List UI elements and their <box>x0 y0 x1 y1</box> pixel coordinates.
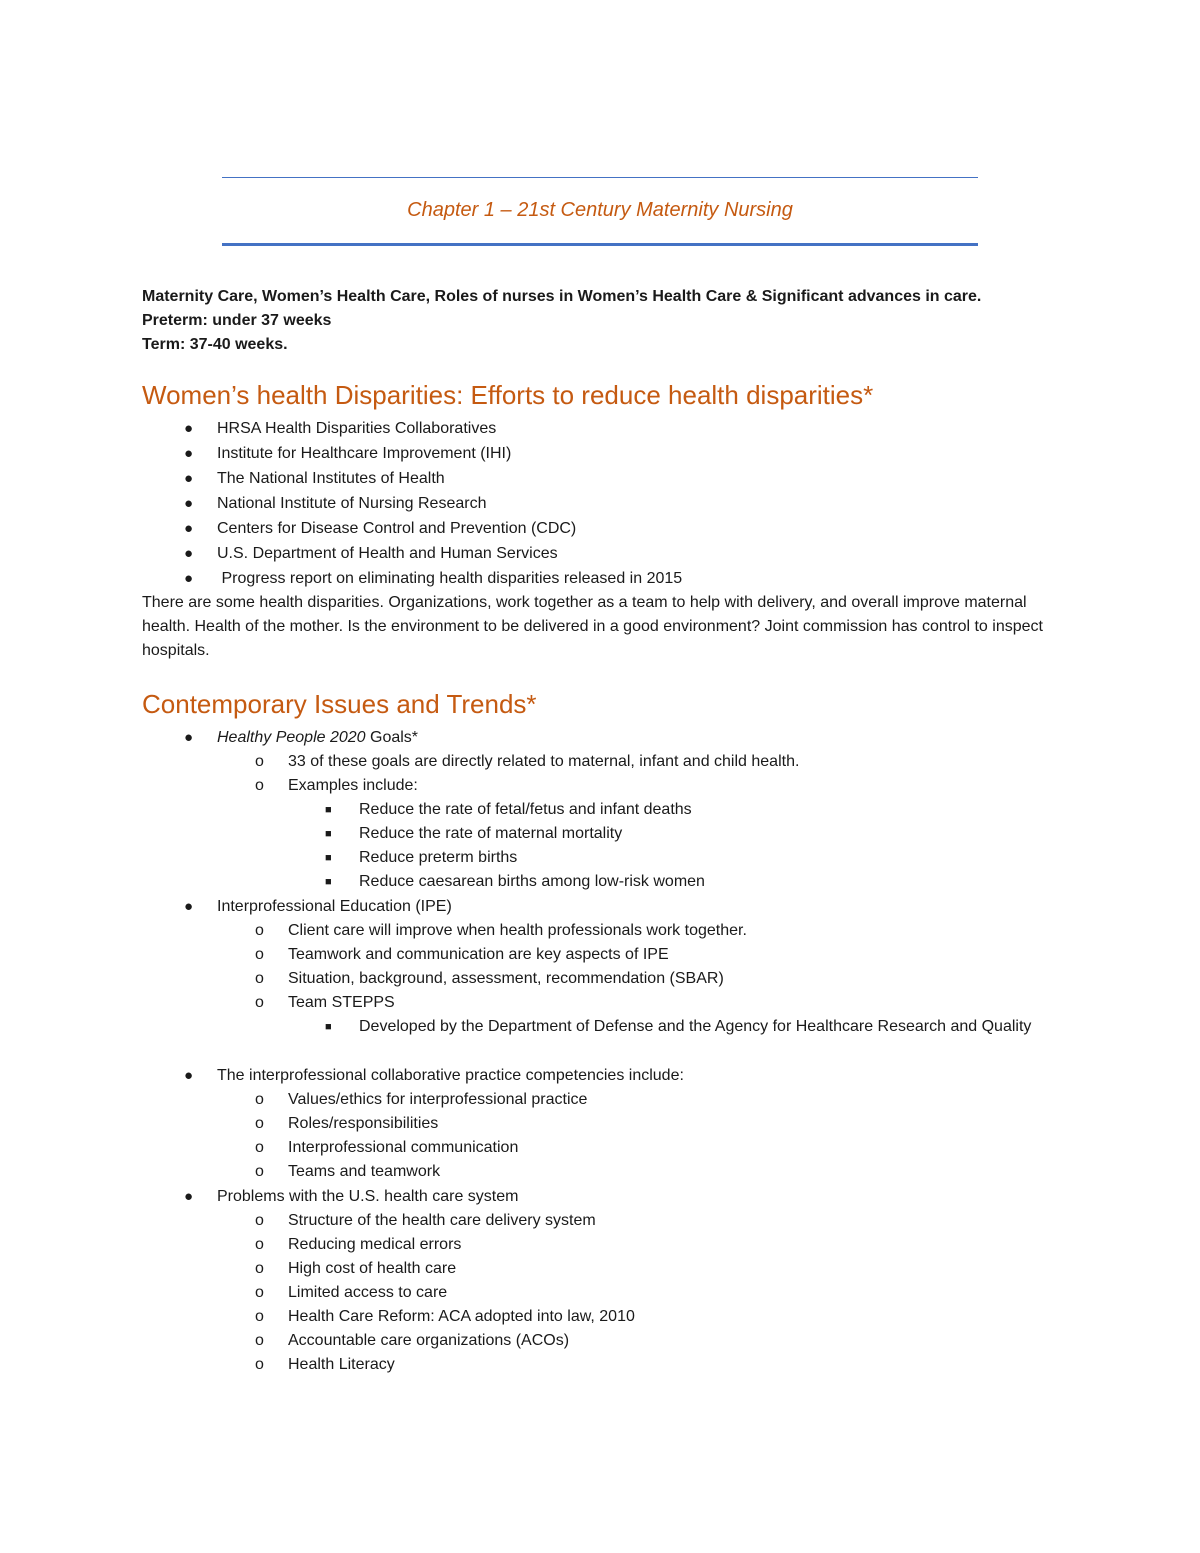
chapter-title: Chapter 1 – 21st Century Maternity Nursing <box>407 199 793 221</box>
header-top-rule <box>222 177 978 178</box>
circle-bullet-icon: o <box>255 1115 264 1132</box>
list-item: o Situation, background, assessment, recommendation (SBAR) <box>142 967 1049 991</box>
list-item: ● The interprofessional collaborative practice competencies include: <box>142 1063 1049 1088</box>
bullet-icon: ● <box>184 1188 194 1205</box>
list-item: ■ Reduce caesarean births among low-risk women <box>142 870 1049 894</box>
circle-bullet-icon: o <box>255 1356 264 1373</box>
circle-bullet-icon: o <box>255 1139 264 1156</box>
list-item: o Teams and teamwork <box>142 1160 1049 1184</box>
square-bullet-icon: ■ <box>325 876 332 888</box>
list-item: o Health Literacy <box>142 1353 1049 1377</box>
list-item: ● National Institute of Nursing Research <box>142 491 682 516</box>
list-item: o Values/ethics for interprofessional practice <box>142 1088 1049 1112</box>
list-item: o High cost of health care <box>142 1257 1049 1281</box>
list-item: ■ Reduce the rate of fetal/fetus and infant deaths <box>142 798 1049 822</box>
bullet-icon: ● <box>184 570 194 587</box>
list-item: ● Progress report on eliminating health disparities released in 2015 <box>142 566 682 591</box>
list-item: ● The National Institutes of Health <box>142 466 682 491</box>
circle-bullet-icon: o <box>255 1163 264 1180</box>
square-bullet-icon: ■ <box>325 828 332 840</box>
circle-bullet-icon: o <box>255 1212 264 1229</box>
intro-topics: Maternity Care, Women’s Health Care, Roles of nurses in Women’s Health Care & Significant advances in care. <box>142 288 982 305</box>
circle-bullet-icon: o <box>255 1332 264 1349</box>
issues-trends-list <box>142 725 1049 1377</box>
intro-block <box>142 285 981 357</box>
list-item: ● Interprofessional Education (IPE) <box>142 894 1049 919</box>
bullet-icon: ● <box>184 520 194 537</box>
disparities-paragraph: There are some health disparities. Organizations, work together as a team to help with delivery, and overall improve maternal health. Health of the mother. Is the environment to be delivered in a good environment? Joint commission has control to inspect hospitals. <box>142 594 1043 659</box>
disparities-list <box>142 416 682 591</box>
bullet-icon: ● <box>184 470 194 487</box>
list-item: ● Institute for Healthcare Improvement (IHI) <box>142 441 682 466</box>
circle-bullet-icon: o <box>255 1284 264 1301</box>
list-item: o Teamwork and communication are key aspects of IPE <box>142 943 1049 967</box>
circle-bullet-icon: o <box>255 753 264 770</box>
list-item: ■ Developed by the Department of Defense and the Agency for Healthcare Research and Quality <box>142 1015 1049 1063</box>
list-item: ● Problems with the U.S. health care system <box>142 1184 1049 1209</box>
bullet-icon: ● <box>184 729 194 746</box>
list-item: ● HRSA Health Disparities Collaboratives <box>142 416 682 441</box>
header-bottom-rule <box>222 243 978 246</box>
list-item: ● U.S. Department of Health and Human Services <box>142 541 682 566</box>
bullet-icon: ● <box>184 545 194 562</box>
circle-bullet-icon: o <box>255 1236 264 1253</box>
intro-term: Term: 37-40 weeks. <box>142 336 288 353</box>
list-item: ● Healthy People 2020 Goals* <box>142 725 1049 750</box>
circle-bullet-icon: o <box>255 1260 264 1277</box>
bullet-icon: ● <box>184 420 194 437</box>
list-item: o Client care will improve when health professionals work together. <box>142 919 1049 943</box>
list-item: o Roles/responsibilities <box>142 1112 1049 1136</box>
bullet-icon: ● <box>184 445 194 462</box>
circle-bullet-icon: o <box>255 922 264 939</box>
circle-bullet-icon: o <box>255 1308 264 1325</box>
bullet-icon: ● <box>184 495 194 512</box>
square-bullet-icon: ■ <box>325 1021 332 1033</box>
square-bullet-icon: ■ <box>325 852 332 864</box>
list-item: o Reducing medical errors <box>142 1233 1049 1257</box>
circle-bullet-icon: o <box>255 946 264 963</box>
circle-bullet-icon: o <box>255 1091 264 1108</box>
healthy-people-title: Healthy People 2020 <box>217 729 366 746</box>
list-item: ■ Reduce the rate of maternal mortality <box>142 822 1049 846</box>
circle-bullet-icon: o <box>255 994 264 1011</box>
section-heading-issues-trends: Contemporary Issues and Trends* <box>142 689 537 719</box>
list-item: o Team STEPPS <box>142 991 1049 1015</box>
list-item: o Health Care Reform: ACA adopted into law, 2010 <box>142 1305 1049 1329</box>
square-bullet-icon: ■ <box>325 804 332 816</box>
intro-preterm: Preterm: under 37 weeks <box>142 312 332 329</box>
list-item: o Accountable care organizations (ACOs) <box>142 1329 1049 1353</box>
list-item: o Interprofessional communication <box>142 1136 1049 1160</box>
list-item: o Limited access to care <box>142 1281 1049 1305</box>
circle-bullet-icon: o <box>255 777 264 794</box>
bullet-icon: ● <box>184 898 194 915</box>
list-item: ■ Reduce preterm births <box>142 846 1049 870</box>
bullet-icon: ● <box>184 1067 194 1084</box>
list-item: ● Centers for Disease Control and Prevention (CDC) <box>142 516 682 541</box>
section-heading-disparities: Women’s health Disparities: Efforts to reduce health disparities* <box>142 380 874 410</box>
list-item: o Structure of the health care delivery system <box>142 1209 1049 1233</box>
circle-bullet-icon: o <box>255 970 264 987</box>
list-item: o Examples include: <box>142 774 1049 798</box>
list-item: o 33 of these goals are directly related to maternal, infant and child health. <box>142 750 1049 774</box>
